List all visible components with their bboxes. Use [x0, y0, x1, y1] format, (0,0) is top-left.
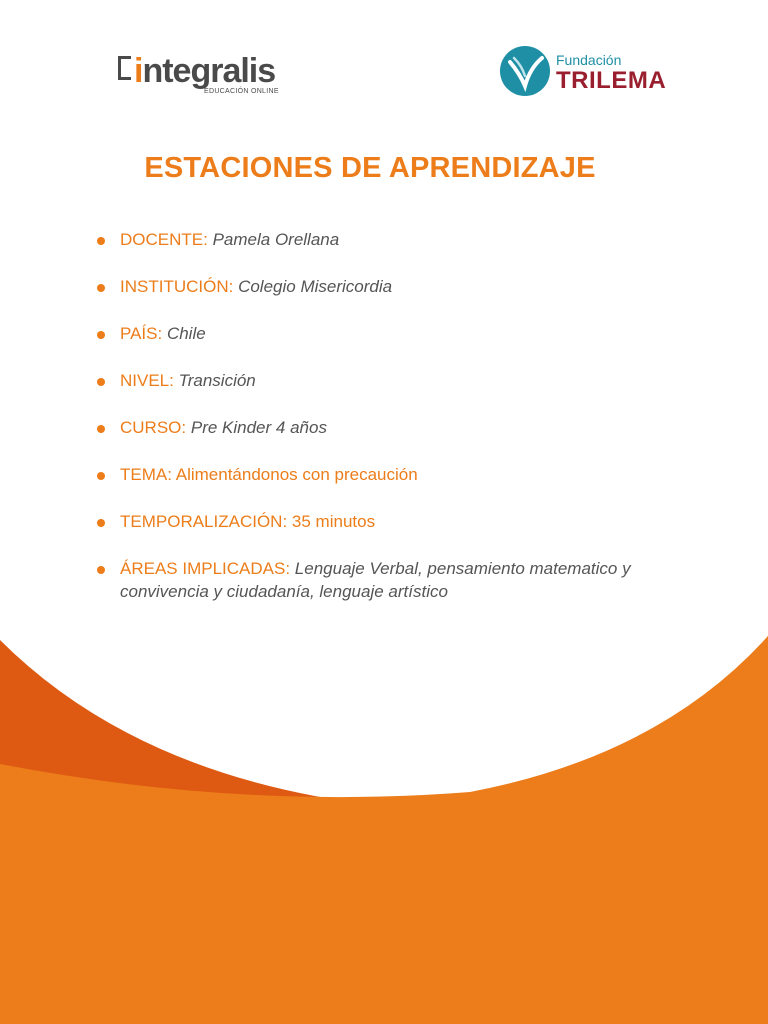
info-value: Transición [178, 371, 256, 390]
info-label: ÁREAS IMPLICADAS: [120, 559, 291, 578]
trilema-top-text: Fundación [556, 52, 622, 68]
info-value: Pamela Orellana [212, 230, 340, 249]
info-value: 35 minutos [291, 512, 376, 531]
trilema-logo [500, 44, 670, 100]
bullet-icon [97, 566, 105, 574]
info-label: PAÍS: [120, 324, 163, 343]
decorative-waves [0, 620, 768, 1024]
bullet-icon [97, 331, 105, 339]
integralis-logo [118, 52, 288, 100]
info-value: Chile [166, 324, 206, 343]
info-value: Pre Kinder 4 años [190, 418, 327, 437]
integralis-subtitle: EDUCACIÓN ONLINE [204, 88, 279, 95]
info-label: TEMA: [120, 465, 172, 484]
bullet-icon [97, 519, 105, 527]
info-item-pais [96, 322, 696, 345]
info-list [96, 228, 696, 627]
bullet-icon [97, 472, 105, 480]
info-item-curso [96, 416, 696, 439]
info-value: Lenguaje Verbal, pensamiento matematico y convivencia y ciudadanía, lenguaje artístico [120, 559, 631, 601]
info-label: INSTITUCIÓN: [120, 277, 234, 296]
wave-light [0, 636, 768, 1024]
info-item-docente [96, 228, 696, 251]
info-item-temporalizacion [96, 510, 696, 533]
trilema-bottom-text: TRILEMA [556, 67, 667, 94]
trilema-emblem-icon [500, 46, 550, 96]
info-label: TEMPORALIZACIÓN: [120, 512, 288, 531]
info-item-institucion [96, 275, 696, 298]
integralis-bracket-icon [118, 56, 131, 80]
integralis-wordmark: integralis [134, 52, 276, 90]
bullet-icon [97, 425, 105, 433]
bullet-icon [97, 284, 105, 292]
info-label: DOCENTE: [120, 230, 208, 249]
info-item-nivel [96, 369, 696, 392]
info-label: CURSO: [120, 418, 187, 437]
bullet-icon [97, 237, 105, 245]
bullet-icon [97, 378, 105, 386]
info-item-areas [96, 557, 696, 603]
info-item-tema [96, 463, 696, 486]
page-title: ESTACIONES DE APRENDIZAJE [144, 152, 596, 184]
info-value: Alimentándonos con precaución [175, 465, 418, 484]
info-value: Colegio Misericordia [238, 277, 393, 296]
info-label: NIVEL: [120, 371, 174, 390]
